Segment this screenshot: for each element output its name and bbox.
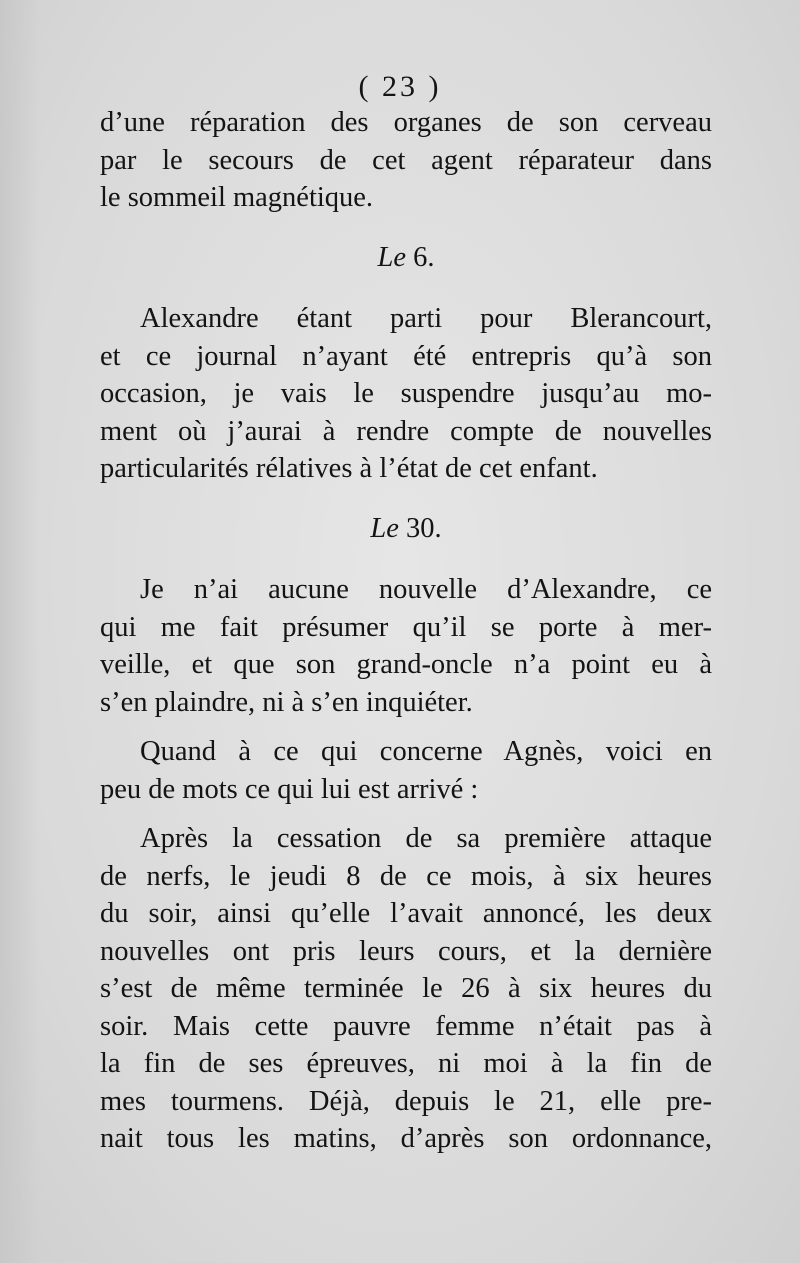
entry-paragraph	[100, 300, 712, 488]
text-line: mes tourmens. Déjà, depuis le 21, elle pre-	[100, 1085, 712, 1117]
date-prefix: Le	[370, 512, 399, 544]
text-line: d’une réparation des organes de son cerveau	[100, 107, 712, 138]
text-line: s’en plaindre, ni à s’en inquiéter.	[100, 686, 473, 718]
entry-paragraph	[100, 733, 712, 808]
text-line: de nerfs, le jeudi 8 de ce mois, à six heures	[100, 860, 712, 892]
text-line: du soir, ainsi qu’elle l’avait annoncé, les deux	[100, 898, 712, 929]
entry-date-heading	[100, 510, 712, 548]
text-line: occasion, je vais le suspendre jusqu’au mo-	[100, 378, 712, 409]
paragraph-continuation	[100, 104, 712, 217]
entry-paragraph	[100, 571, 712, 721]
date-day: 30.	[398, 512, 442, 544]
entry-date-heading	[100, 239, 712, 277]
text-line: peu de mots ce qui lui est arrivé :	[100, 773, 479, 805]
text-line: particularités rélatives à l’état de cet enfant.	[100, 453, 598, 484]
text-line: par le secours de cet agent réparateur dans	[100, 144, 712, 176]
text-line: Alexandre étant parti pour Blerancourt,	[140, 303, 712, 334]
text-line: veille, et que son grand-oncle n’a point eu à	[100, 649, 712, 680]
text-line: qui me fait présumer qu’il se porte à mer-	[100, 611, 712, 643]
text-line: Après la cessation de sa première attaque	[140, 823, 712, 854]
text-line: et ce journal n’ayant été entrepris qu’à son	[100, 340, 712, 372]
page-number: ( 23 )	[358, 70, 442, 103]
text-line: nait tous les matins, d’après son ordonnance,	[100, 1123, 712, 1154]
text-line: s’est de même terminée le 26 à six heures du	[100, 973, 712, 1004]
date-day: 6.	[406, 241, 435, 273]
text-line: la fin de ses épreuves, ni moi à la fin de	[100, 1048, 712, 1079]
entry-paragraph	[100, 820, 712, 1158]
text-line: Je n’ai aucune nouvelle d’Alexandre, ce	[140, 574, 712, 605]
page-text	[100, 104, 712, 1158]
page-edge-shadow	[0, 0, 40, 1263]
text-line: ment où j’aurai à rendre compte de nouvelles	[100, 415, 712, 447]
text-line: le sommeil magnétique.	[100, 182, 374, 213]
date-prefix: Le	[377, 241, 406, 273]
text-line: nouvelles ont pris leurs cours, et la dernière	[100, 935, 712, 967]
text-line: Quand à ce qui concerne Agnès, voici en	[140, 736, 712, 767]
text-line: soir. Mais cette pauvre femme n’était pas à	[100, 1010, 712, 1042]
